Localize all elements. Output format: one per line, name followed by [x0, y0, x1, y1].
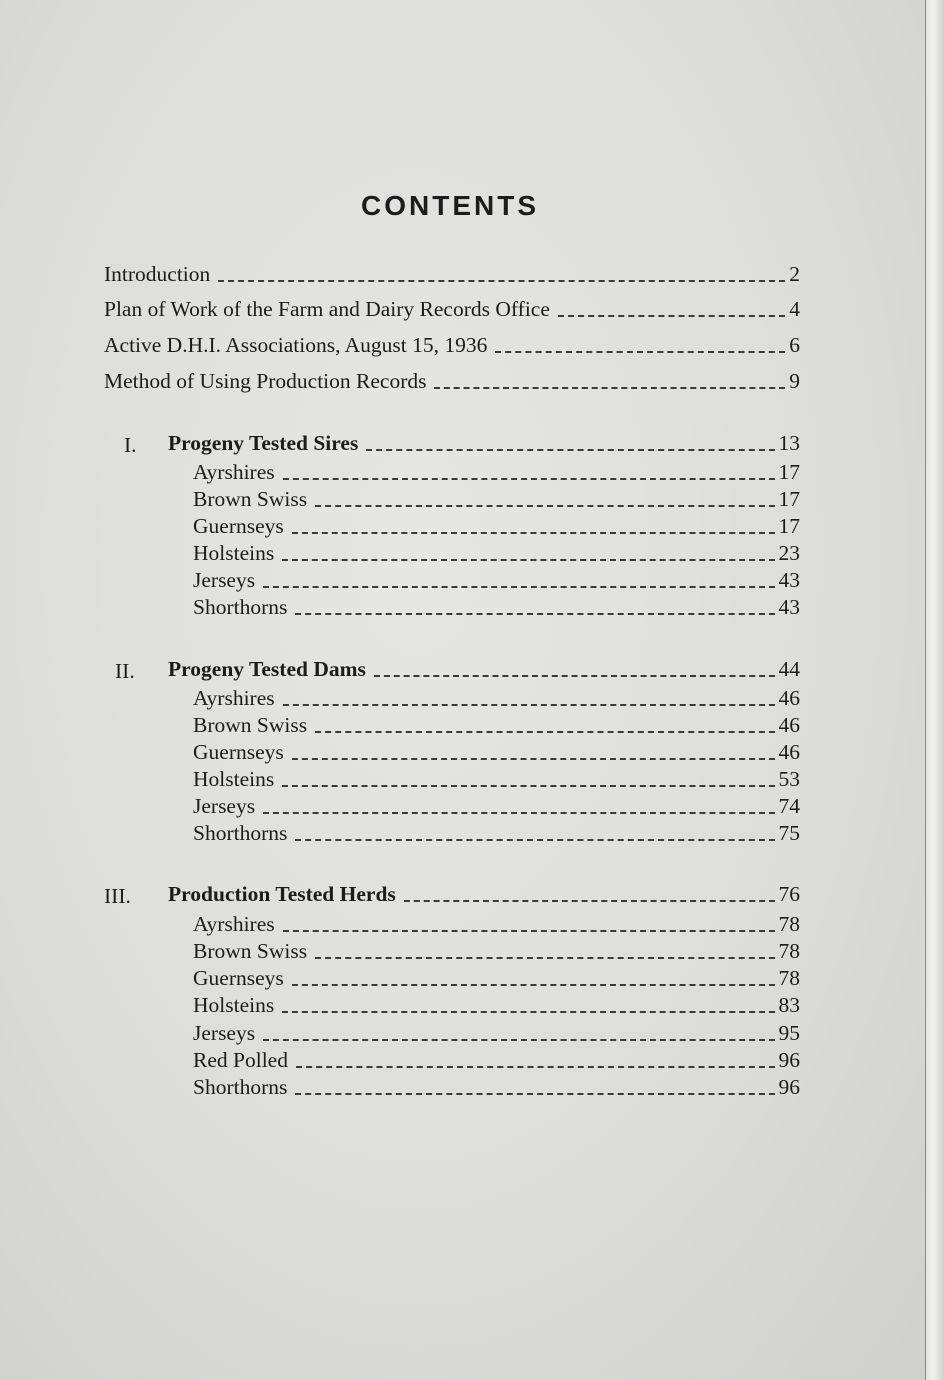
section-page: 13	[778, 431, 800, 455]
toc-subentry-label: Guernseys	[193, 514, 284, 538]
toc-subentry-page: 74	[778, 794, 800, 818]
dot-leader	[292, 531, 775, 534]
toc-subentry[interactable]	[193, 966, 800, 994]
toc-subentry-label: Holsteins	[193, 541, 275, 565]
toc-entry-page: 4	[789, 297, 800, 321]
toc-subentry-page: 46	[778, 686, 800, 710]
toc-subentry-page: 78	[778, 966, 800, 990]
dot-leader	[263, 1038, 774, 1041]
toc-entry-method[interactable]	[104, 369, 800, 397]
toc-entry-plan-of-work[interactable]	[104, 297, 800, 325]
dot-leader	[315, 730, 774, 733]
toc-subentry-label: Shorthorns	[193, 595, 288, 619]
toc-subentry-label: Shorthorns	[193, 1075, 288, 1099]
toc-subentry-label: Red Polled	[193, 1048, 288, 1072]
toc-subentry-page: 46	[778, 740, 800, 764]
toc-subentry-page: 75	[778, 821, 800, 845]
toc-subentry-page: 43	[778, 568, 800, 592]
toc-subentry[interactable]	[193, 487, 800, 515]
toc-subentry-label: Jerseys	[193, 568, 256, 592]
toc-subentry-page: 96	[778, 1075, 800, 1099]
toc-subentry[interactable]	[193, 993, 800, 1021]
dot-leader	[283, 477, 775, 480]
section-heading-herds[interactable]	[168, 882, 800, 910]
toc-subentry-page: 96	[778, 1048, 800, 1072]
toc-subentry-page: 78	[778, 912, 800, 936]
dot-leader	[495, 350, 785, 353]
toc-entry-label: Introduction	[104, 262, 211, 286]
toc-subentry[interactable]	[193, 912, 800, 940]
section-heading-sires[interactable]	[168, 431, 800, 459]
toc-subentry[interactable]	[193, 821, 800, 849]
toc-entry-label: Method of Using Production Records	[104, 369, 427, 393]
toc-subentry[interactable]	[193, 794, 800, 822]
section-heading-dams[interactable]	[168, 657, 800, 685]
dot-leader	[283, 929, 775, 932]
toc-subentry-label: Ayrshires	[193, 686, 275, 710]
dot-leader	[282, 1010, 774, 1013]
dot-leader	[295, 612, 774, 615]
section-title: Production Tested Herds	[168, 882, 396, 906]
dot-leader	[558, 314, 785, 317]
toc-subentry-label: Ayrshires	[193, 912, 275, 936]
section-numeral: III.	[104, 884, 131, 908]
toc-subentry[interactable]	[193, 686, 800, 714]
toc-subentry-page: 43	[778, 595, 800, 619]
toc-subentry-page: 46	[778, 713, 800, 737]
dot-leader	[218, 279, 785, 282]
dot-leader	[315, 956, 774, 959]
toc-subentry-page: 78	[778, 939, 800, 963]
toc-subentry[interactable]	[193, 1021, 800, 1049]
dot-leader	[263, 811, 774, 814]
section-page: 44	[778, 657, 800, 681]
toc-subentry-label: Shorthorns	[193, 821, 288, 845]
dot-leader	[374, 674, 775, 677]
toc-entry-page: 6	[789, 333, 800, 357]
toc-subentry[interactable]	[193, 595, 800, 623]
dot-leader	[296, 1065, 775, 1068]
toc-entry-page: 9	[789, 369, 800, 393]
toc-entry-page: 2	[789, 262, 800, 286]
toc-subentry[interactable]	[193, 713, 800, 741]
section-title: Progeny Tested Sires	[168, 431, 359, 455]
toc-subentry-label: Brown Swiss	[193, 939, 308, 963]
dot-leader	[295, 1092, 774, 1095]
page-title: CONTENTS	[361, 190, 539, 221]
toc-subentry-label: Brown Swiss	[193, 713, 308, 737]
dot-leader	[292, 757, 775, 760]
dot-leader	[263, 585, 774, 588]
toc-subentry[interactable]	[193, 740, 800, 768]
toc-subentry-label: Ayrshires	[193, 460, 275, 484]
toc-subentry[interactable]	[193, 460, 800, 488]
toc-subentry-page: 53	[778, 767, 800, 791]
toc-entry-label: Plan of Work of the Farm and Dairy Records Office	[104, 297, 550, 321]
section-numeral: I.	[124, 433, 137, 457]
dot-leader	[295, 838, 774, 841]
toc-subentry-page: 17	[778, 460, 800, 484]
toc-subentry-label: Jerseys	[193, 794, 256, 818]
toc-subentry-label: Guernseys	[193, 966, 284, 990]
toc-subentry-page: 17	[778, 487, 800, 511]
toc-subentry-label: Jerseys	[193, 1021, 256, 1045]
toc-entry-introduction[interactable]	[104, 262, 800, 290]
dot-leader	[434, 386, 785, 389]
toc-subentry[interactable]	[193, 541, 800, 569]
toc-subentry-label: Guernseys	[193, 740, 284, 764]
toc-subentry[interactable]	[193, 514, 800, 542]
toc-subentry-page: 23	[778, 541, 800, 565]
toc-subentry-page: 17	[778, 514, 800, 538]
dot-leader	[292, 983, 775, 986]
toc-subentry-label: Brown Swiss	[193, 487, 308, 511]
section-page: 76	[778, 882, 800, 906]
toc-subentry[interactable]	[193, 1075, 800, 1103]
section-title: Progeny Tested Dams	[168, 657, 366, 681]
dot-leader	[282, 784, 774, 787]
dot-leader	[282, 558, 774, 561]
toc-subentry-label: Holsteins	[193, 767, 275, 791]
toc-subentry-page: 83	[778, 993, 800, 1017]
dot-leader	[315, 504, 774, 507]
dot-leader	[404, 899, 775, 902]
toc-entry-active-associations[interactable]	[104, 333, 800, 361]
dot-leader	[366, 448, 774, 451]
toc-subentry[interactable]	[193, 767, 800, 795]
toc-subentry[interactable]	[193, 939, 800, 967]
toc-subentry-label: Holsteins	[193, 993, 275, 1017]
toc-subentry-page: 95	[778, 1021, 800, 1045]
toc-subentry[interactable]	[193, 1048, 800, 1076]
toc-entry-label: Active D.H.I. Associations, August 15, 1936	[104, 333, 488, 357]
toc-subentry[interactable]	[193, 568, 800, 596]
dot-leader	[283, 703, 775, 706]
page-edge	[925, 0, 944, 1380]
section-numeral: II.	[115, 659, 135, 683]
